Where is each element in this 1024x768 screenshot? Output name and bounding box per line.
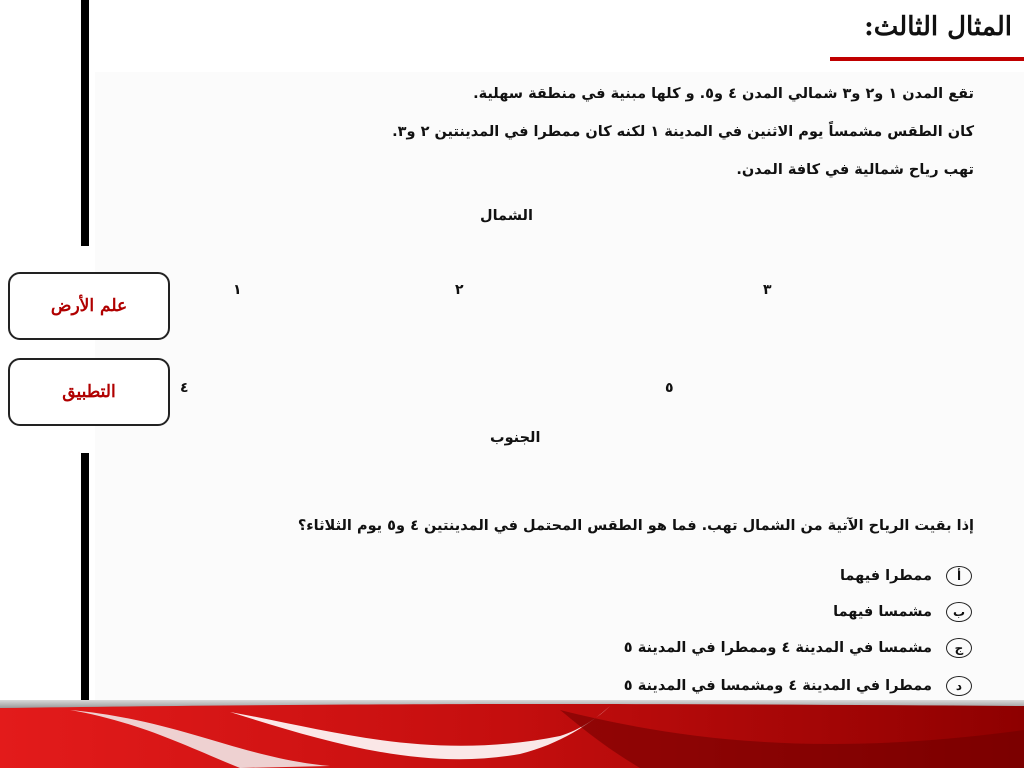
map-south-label: الجنوب <box>490 430 541 446</box>
application-button[interactable]: التطبيق <box>8 358 170 426</box>
option-c-marker: ج <box>946 638 972 658</box>
title-underline <box>830 57 1024 61</box>
footer-wave-decoration <box>0 700 1024 768</box>
map-city-2: ٢ <box>455 282 464 298</box>
earth-science-button[interactable]: علم الأرض <box>8 272 170 340</box>
problem-content <box>95 72 1024 702</box>
left-vertical-bar-top <box>81 0 89 246</box>
option-d[interactable] <box>624 676 972 696</box>
map-north-label: الشمال <box>480 208 533 224</box>
map-city-1: ١ <box>233 282 242 298</box>
option-d-text: ممطرا في المدينة ٤ ومشمسا في المدينة ٥ <box>623 678 932 694</box>
map-city-4: ٤ <box>180 380 189 396</box>
option-d-marker: د <box>946 676 972 696</box>
left-vertical-bar-bottom <box>81 453 89 703</box>
problem-line-3: تهب رياح شمالية في كافة المدن. <box>736 162 974 178</box>
problem-line-1: تقع المدن ١ و٢ و٣ شمالي المدن ٤ و٥. و كلها مبنية في منطقة سهلية. <box>473 86 974 102</box>
map-city-5: ٥ <box>665 380 674 396</box>
question-text: إذا بقيت الرياح الآتية من الشمال تهب. فما هو الطقس المحتمل في المدينتين ٤ و٥ يوم الثلاثاء؟ <box>297 518 974 534</box>
option-a-marker: أ <box>946 566 972 586</box>
option-b-marker: ب <box>946 602 972 622</box>
option-b[interactable] <box>833 602 972 622</box>
option-b-text: مشمسا فيهما <box>833 604 932 620</box>
option-c[interactable] <box>624 638 972 658</box>
option-a-text: ممطرا فيهما <box>839 568 932 584</box>
slide-title: المثال الثالث: <box>864 12 1012 42</box>
option-a[interactable] <box>840 566 972 586</box>
map-city-3: ٣ <box>763 282 772 298</box>
problem-line-2: كان الطقس مشمساً يوم الاثنين في المدينة ١ لكنه كان ممطرا في المدينتين ٢ و٣. <box>392 124 974 140</box>
option-c-text: مشمسا في المدينة ٤ وممطرا في المدينة ٥ <box>623 640 932 656</box>
